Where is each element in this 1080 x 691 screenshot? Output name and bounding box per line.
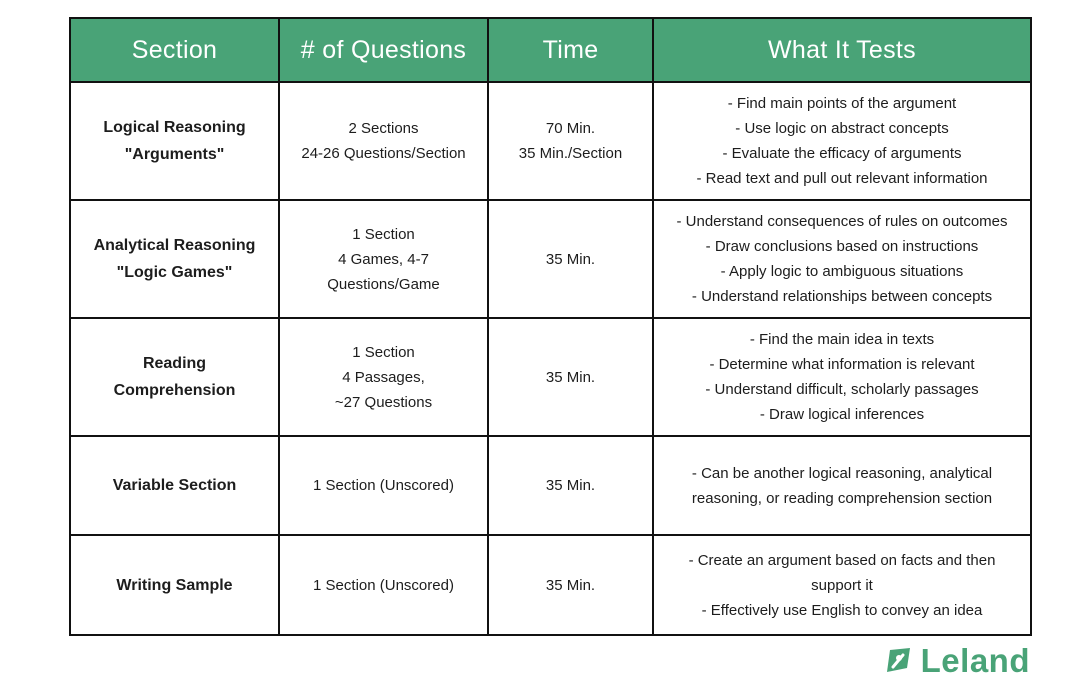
tests-line: - Effectively use English to convey an idea (701, 601, 983, 619)
section-line: Comprehension (113, 382, 236, 399)
questions-line: 24-26 Questions/Section (301, 145, 466, 162)
leland-brand (883, 643, 1030, 679)
section-cell (70, 436, 279, 535)
table-row-analytical-reasoning (70, 200, 1031, 318)
tests-line: - Use logic on abstract concepts (735, 120, 949, 137)
section-line: Logical Reasoning (103, 119, 246, 136)
header-time: Time (488, 18, 653, 82)
header-section: Section (70, 18, 279, 82)
time-cell (488, 200, 653, 318)
tests-cell (653, 436, 1031, 535)
questions-line: 4 Games, 4-7 (338, 250, 429, 268)
tests-cell (653, 82, 1031, 200)
questions-cell (279, 535, 488, 635)
tests-line: - Find the main idea in texts (749, 331, 935, 348)
tests-cell (653, 318, 1031, 436)
table-row-logical-reasoning (70, 82, 1031, 200)
tests-line: - Evaluate the efficacy of arguments (722, 145, 962, 162)
tests-line: - Understand consequences of rules on outcomes (676, 213, 1008, 230)
questions-cell (279, 436, 488, 535)
section-line: "Logic Games" (116, 264, 233, 281)
section-line: Writing Sample (116, 576, 233, 594)
questions-cell (279, 200, 488, 318)
tests-line: reasoning, or reading comprehension section (691, 489, 993, 507)
time-line: 35 Min. (545, 576, 596, 594)
tests-line: - Read text and pull out relevant information (696, 170, 988, 187)
tests-line: - Understand difficult, scholarly passages (705, 381, 979, 398)
lsat-sections-table (69, 17, 1032, 636)
time-line: 35 Min. (545, 477, 596, 494)
time-cell (488, 535, 653, 635)
time-cell (488, 318, 653, 436)
table-row-reading-comprehension (70, 318, 1031, 436)
questions-line: 1 Section (352, 225, 415, 243)
time-line: 35 Min. (545, 368, 596, 386)
questions-line: 1 Section (Unscored) (313, 477, 454, 494)
time-line: 70 Min. (545, 120, 596, 137)
brand-name: Leland (920, 642, 1030, 679)
tests-cell (653, 535, 1031, 635)
tests-line: - Create an argument based on facts and then (688, 551, 996, 569)
tests-line: - Understand relationships between concepts (691, 288, 993, 305)
header-what-it-tests: What It Tests (653, 18, 1031, 82)
header-row (70, 18, 1031, 82)
table-row-variable-section (70, 436, 1031, 535)
questions-line: 4 Passages, (342, 368, 425, 386)
questions-line: ~27 Questions (334, 393, 433, 411)
time-cell (488, 82, 653, 200)
questions-line: Questions/Game (327, 275, 440, 293)
tests-line: - Apply logic to ambiguous situations (720, 263, 964, 280)
section-cell (70, 82, 279, 200)
section-line: Reading (142, 355, 207, 372)
header-questions: # of Questions (279, 18, 488, 82)
section-line: Analytical Reasoning (93, 237, 256, 254)
leland-leaf-icon (883, 646, 913, 676)
tests-line: - Draw conclusions based on instructions (705, 238, 979, 255)
questions-line: 1 Section (352, 343, 415, 361)
table-row-writing-sample (70, 535, 1031, 635)
tests-line: - Can be another logical reasoning, analytical (691, 464, 993, 482)
tests-cell (653, 200, 1031, 318)
time-line: 35 Min./Section (518, 145, 623, 162)
time-line: 35 Min. (545, 250, 596, 268)
tests-line: support it (811, 576, 873, 594)
tests-line: - Determine what information is relevant (709, 356, 975, 373)
section-cell (70, 318, 279, 436)
section-line: Variable Section (112, 477, 237, 494)
time-cell (488, 436, 653, 535)
questions-cell (279, 318, 488, 436)
section-cell (70, 535, 279, 635)
section-line: "Arguments" (124, 146, 225, 163)
questions-line: 1 Section (Unscored) (313, 576, 454, 594)
questions-line: 2 Sections (348, 120, 419, 137)
tests-line: - Draw logical inferences (759, 406, 925, 423)
questions-cell (279, 82, 488, 200)
tests-line: - Find main points of the argument (727, 95, 957, 112)
section-cell (70, 200, 279, 318)
